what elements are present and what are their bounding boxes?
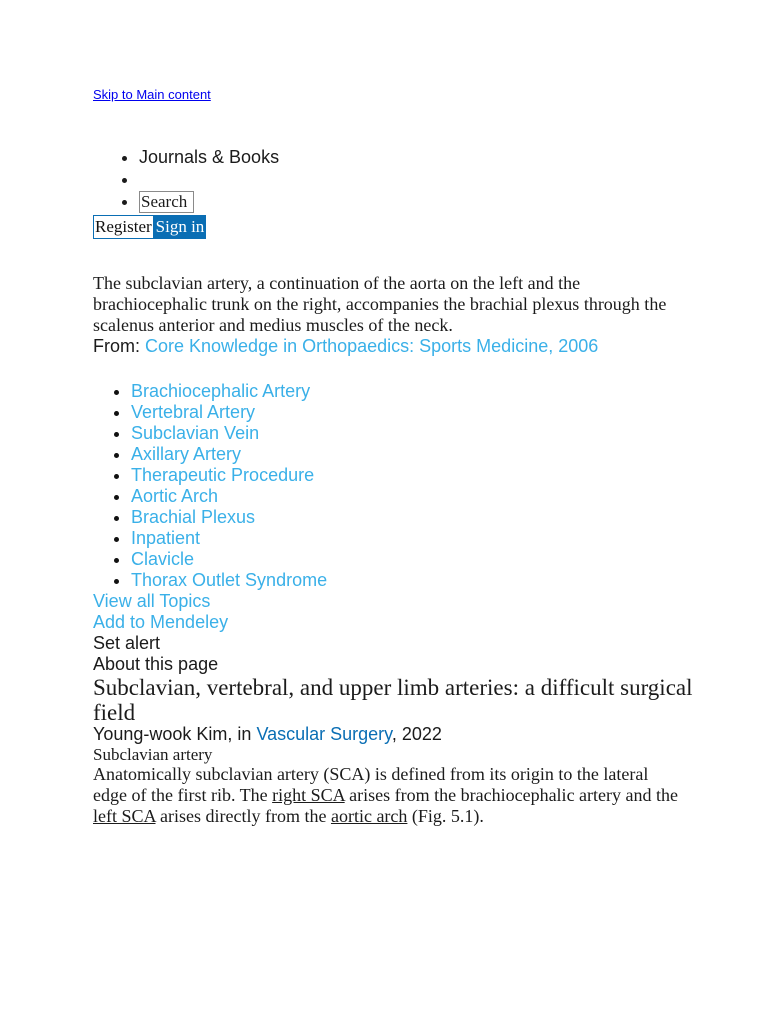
search-button[interactable]: Search: [139, 191, 194, 213]
article-title[interactable]: Subclavian, vertebral, and upper limb arteries: a difficult surgical field: [93, 675, 693, 725]
list-item: [131, 402, 327, 423]
list-item: [131, 528, 327, 549]
page-actions: [93, 591, 228, 675]
aortic-arch-link[interactable]: aortic arch: [330, 806, 408, 826]
top-navigation: [93, 146, 279, 212]
definition-source: [93, 336, 598, 357]
about-this-page-button[interactable]: About this page: [93, 654, 219, 674]
skip-to-main-link[interactable]: Skip to Main content: [93, 87, 211, 102]
list-item: [131, 423, 327, 444]
topic-link[interactable]: Brachial Plexus: [131, 507, 256, 527]
topic-link[interactable]: Brachiocephalic Artery: [131, 381, 311, 401]
topic-link[interactable]: Axillary Artery: [131, 444, 242, 464]
section-heading: Subclavian artery: [93, 745, 213, 764]
year-text: , 2022: [391, 724, 442, 744]
topic-link[interactable]: Clavicle: [131, 549, 195, 569]
list-item: [131, 570, 327, 591]
list-item: [131, 381, 327, 402]
nav-journals-books[interactable]: [139, 146, 279, 168]
list-item: [131, 444, 327, 465]
from-label: From:: [93, 336, 145, 356]
topic-link[interactable]: Inpatient: [131, 528, 201, 548]
left-sca-link[interactable]: left SCA: [93, 806, 156, 826]
journal-link[interactable]: Vascular Surgery: [256, 724, 392, 744]
topic-link[interactable]: Therapeutic Procedure: [131, 465, 315, 485]
view-all-topics-link[interactable]: View all Topics: [93, 591, 211, 611]
set-alert-button[interactable]: Set alert: [93, 633, 161, 653]
topic-link[interactable]: Subclavian Vein: [131, 423, 260, 443]
topic-link[interactable]: Thorax Outlet Syndrome: [131, 570, 328, 590]
article-byline: [93, 724, 442, 745]
topic-link[interactable]: Aortic Arch: [131, 486, 219, 506]
definition-text: The subclavian artery, a continuation of the aorta on the left and the brachiocephalic trunk on the right, accompanies the brachial plexus through the scalenus anterior and medius muscles of the neck.: [93, 273, 667, 335]
register-button[interactable]: Register: [93, 215, 154, 239]
excerpt-text: arises from the brachiocephalic artery and the: [344, 785, 678, 805]
excerpt-text: (Fig. 5.1).: [407, 806, 484, 826]
source-link[interactable]: Core Knowledge in Orthopaedics: Sports Medicine, 2006: [145, 336, 599, 356]
nav-search[interactable]: [139, 190, 279, 212]
add-to-mendeley-link[interactable]: Add to Mendeley: [93, 612, 229, 632]
list-item: [131, 465, 327, 486]
list-item: [131, 549, 327, 570]
sign-in-button[interactable]: Sign in: [154, 215, 207, 239]
auth-buttons: [93, 215, 206, 239]
topic-link[interactable]: Vertebral Artery: [131, 402, 256, 422]
excerpt-text: arises directly from the: [155, 806, 331, 826]
excerpt-text: Anatomically subclavian artery (SCA) is defined from its origin to the lateral edge of the first rib. The: [93, 764, 649, 805]
nav-journals-books-label[interactable]: Journals & Books: [139, 147, 280, 167]
right-sca-link[interactable]: right SCA: [272, 785, 345, 805]
list-item: [131, 507, 327, 528]
list-item: [131, 486, 327, 507]
related-topics-list: [93, 381, 327, 591]
author-text: Young-wook Kim, in: [93, 724, 257, 744]
nav-empty-item: [139, 168, 279, 190]
article-excerpt: [93, 764, 683, 827]
